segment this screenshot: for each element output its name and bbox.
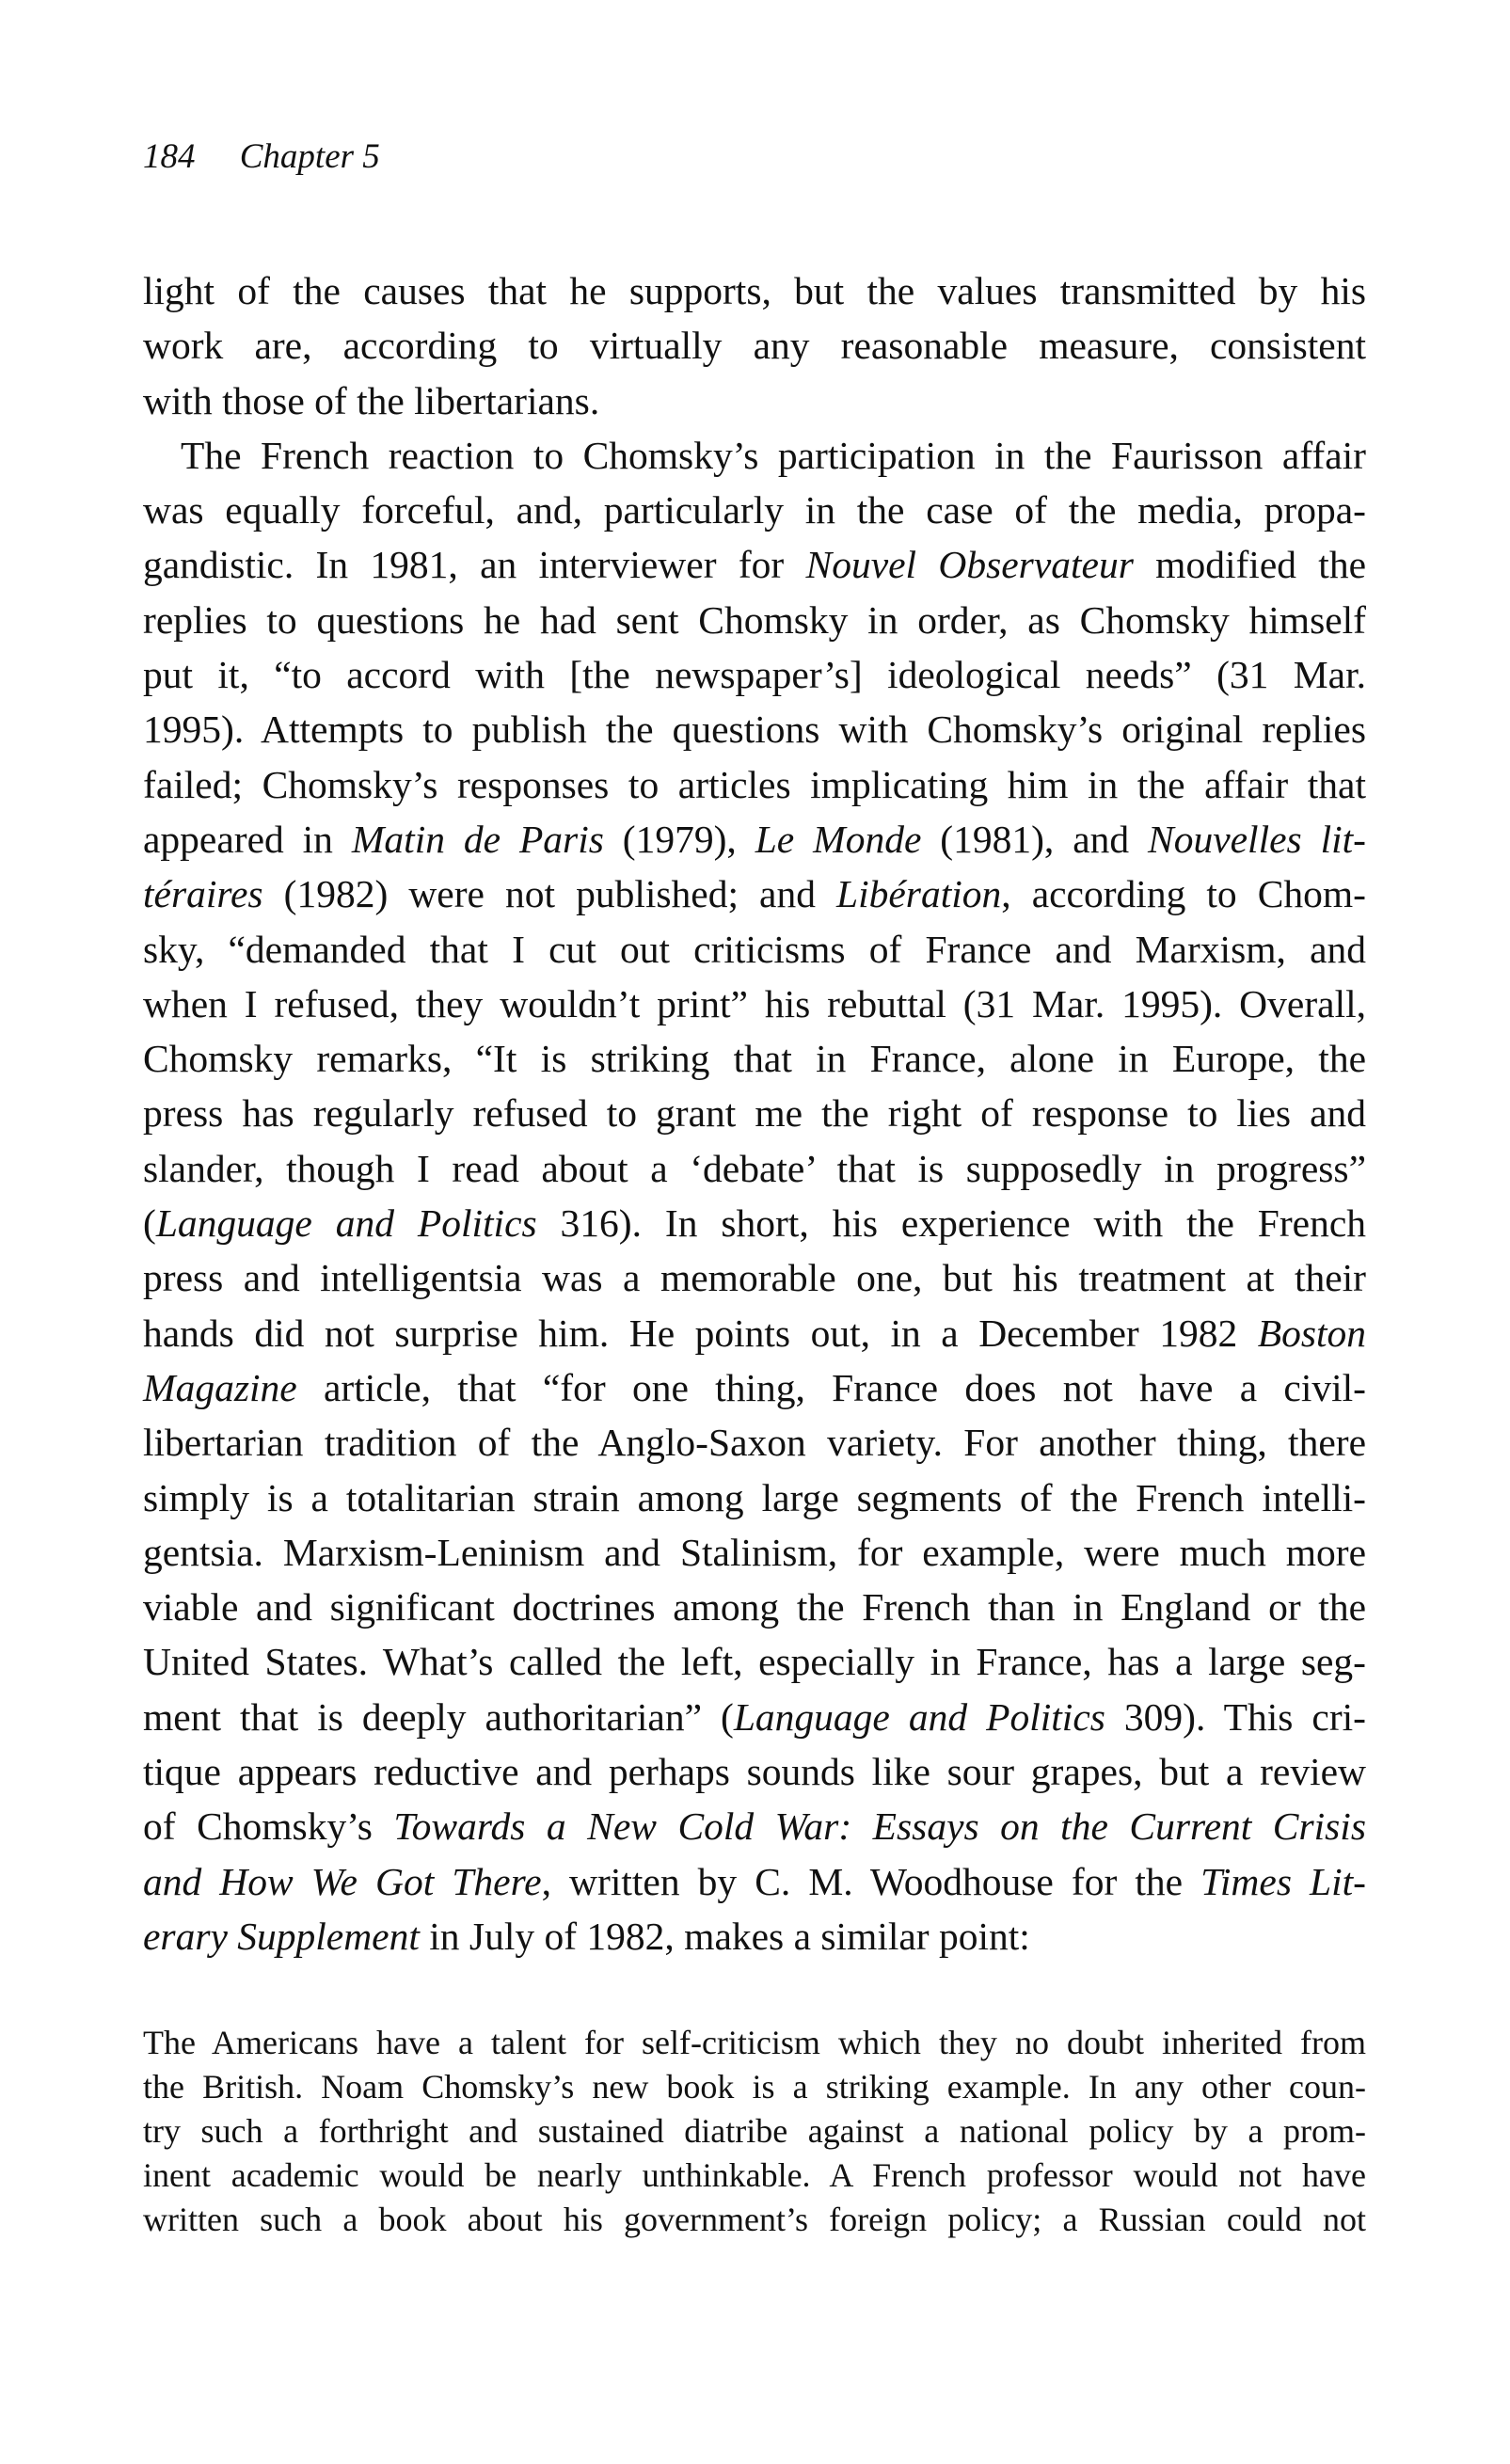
italic-title: Libération bbox=[836, 872, 1002, 916]
text-line bbox=[143, 1415, 1366, 1470]
text-line bbox=[143, 1141, 1366, 1196]
block-quote bbox=[143, 2021, 1366, 2242]
text-line bbox=[143, 977, 1366, 1031]
text-run: hands did not surprise him. He points out, in a December 1982 bbox=[143, 1311, 1258, 1355]
text-line bbox=[143, 1634, 1366, 1689]
text-line bbox=[143, 374, 1366, 428]
page-number: 184 bbox=[143, 137, 196, 176]
italic-title: Language and Politics bbox=[155, 1201, 537, 1246]
text-run: of Chomsky’s bbox=[143, 1804, 394, 1849]
text-line bbox=[143, 812, 1366, 866]
text-run: (1979), bbox=[603, 817, 755, 861]
text-run: when I refused, they wouldn’t print” his rebuttal (31 Mar. 1995). Overall, bbox=[143, 981, 1366, 1025]
text-run: (1982) were not published; and bbox=[262, 872, 837, 916]
text-line bbox=[143, 537, 1366, 592]
italic-title: Magazine bbox=[143, 1365, 297, 1409]
text-line bbox=[143, 428, 1366, 483]
quote-line bbox=[143, 2109, 1366, 2154]
quote-line bbox=[143, 2154, 1366, 2198]
italic-title: and How We Got There bbox=[143, 1859, 542, 1903]
text-line bbox=[143, 922, 1366, 977]
text-run: slander, though I read about a ‘debate’ that is supposedly in progress” bbox=[143, 1146, 1366, 1190]
text-line bbox=[143, 1250, 1366, 1305]
text-run: failed; Chomsky’s responses to articles implicating him in the affair that bbox=[143, 762, 1366, 806]
text-run: 316). In short, his experience with the French bbox=[536, 1201, 1366, 1246]
text-run: with those of the libertarians. bbox=[143, 378, 600, 422]
text-line bbox=[143, 757, 1366, 812]
text-line bbox=[143, 1360, 1366, 1415]
italic-title: Nouvelles lit- bbox=[1148, 817, 1366, 861]
text-run: gentsia. Marxism-Leninism and Stalinism, for example, were much more bbox=[143, 1530, 1366, 1574]
text-run: libertarian tradition of the Anglo-Saxon variety. For another thing, there bbox=[143, 1421, 1366, 1465]
text-line bbox=[143, 1744, 1366, 1799]
text-run: Chomsky remarks, “It is striking that in France, alone in Europe, the bbox=[143, 1037, 1366, 1081]
text-line bbox=[143, 1031, 1366, 1086]
text-run: put it, “to accord with [the newspaper’s] ideological needs” (31 Mar. bbox=[143, 653, 1366, 697]
text-run: replies to questions he had sent Chomsky in order, as Chomsky himself bbox=[143, 597, 1366, 642]
text-run: light of the causes that he supports, but the values transmitted by his bbox=[143, 269, 1366, 312]
italic-title: erary Supplement bbox=[143, 1914, 420, 1958]
quote-line bbox=[143, 2021, 1366, 2065]
text-run: work are, according to virtually any reasonable measure, consistent bbox=[143, 324, 1366, 368]
chapter-title: Chapter 5 bbox=[239, 137, 380, 176]
text-run: modified the bbox=[1133, 543, 1367, 587]
text-run: The Americans have a talent for self-criticism which they no doubt inherited from bbox=[143, 2024, 1366, 2061]
text-line bbox=[143, 1580, 1366, 1634]
text-line bbox=[143, 593, 1366, 647]
text-run: sky, “demanded that I cut out criticisms of France and Marxism, and bbox=[143, 927, 1366, 971]
text-run: 1995). Attempts to publish the questions with Chomsky’s original replies bbox=[143, 707, 1366, 752]
text-line bbox=[143, 1086, 1366, 1140]
text-line bbox=[143, 866, 1366, 921]
italic-title: Nouvel Observateur bbox=[805, 543, 1134, 587]
text-run: press has regularly refused to grant me the right of response to lies and bbox=[143, 1091, 1366, 1136]
text-run: The French reaction to Chomsky’s participation in the Faurisson affair bbox=[181, 433, 1366, 477]
text-line bbox=[143, 1525, 1366, 1580]
text-line bbox=[143, 1196, 1366, 1250]
quote-line bbox=[143, 2065, 1366, 2109]
text-line bbox=[143, 483, 1366, 537]
italic-title: Boston bbox=[1257, 1311, 1366, 1355]
text-run: viable and significant doctrines among the French than in England or the bbox=[143, 1585, 1366, 1629]
text-run: try such a forthright and sustained diatribe against a national policy by a prom- bbox=[143, 2112, 1366, 2150]
text-line bbox=[143, 1909, 1366, 1963]
text-run: inent academic would be nearly unthinkable. A French professor would not have bbox=[143, 2156, 1366, 2194]
text-run: United States. What’s called the left, especially in France, has a large seg- bbox=[143, 1640, 1366, 1684]
text-run: article, that “for one thing, France does not have a civil- bbox=[296, 1365, 1366, 1409]
text-run: press and intelligentsia was a memorable one, but his treatment at their bbox=[143, 1256, 1366, 1300]
italic-title: Times Lit- bbox=[1200, 1859, 1366, 1903]
text-run: (1981), and bbox=[921, 817, 1149, 861]
italic-title: Language and Politics bbox=[733, 1694, 1105, 1739]
text-run: , according to Chom- bbox=[1001, 872, 1366, 916]
text-run: in July of 1982, makes a similar point: bbox=[419, 1914, 1030, 1958]
italic-title: Matin de Paris bbox=[351, 817, 604, 861]
quote-line bbox=[143, 2198, 1366, 2242]
text-line bbox=[143, 318, 1366, 373]
text-line bbox=[143, 1799, 1366, 1853]
text-run: appeared in bbox=[143, 817, 352, 861]
text-line bbox=[143, 702, 1366, 756]
text-line bbox=[143, 1470, 1366, 1525]
italic-title: Le Monde bbox=[755, 817, 922, 861]
running-head bbox=[143, 139, 380, 174]
text-line bbox=[143, 1854, 1366, 1909]
text-line bbox=[143, 647, 1366, 702]
text-run: tique appears reductive and perhaps sounds like sour grapes, but a review bbox=[143, 1750, 1366, 1794]
text-run: was equally forceful, and, particularly in the case of the media, propa- bbox=[143, 488, 1366, 533]
italic-title: Towards a New Cold War: Essays on the Current Crisis bbox=[393, 1804, 1366, 1849]
text-line bbox=[143, 263, 1366, 318]
text-run: , written by C. M. Woodhouse for the bbox=[541, 1859, 1201, 1903]
text-run: the British. Noam Chomsky’s new book is a striking example. In any other coun- bbox=[143, 2068, 1366, 2106]
text-run: simply is a totalitarian strain among large segments of the French intelli- bbox=[143, 1475, 1366, 1519]
text-run: ment that is deeply authoritarian” ( bbox=[143, 1694, 734, 1739]
text-run: gandistic. In 1981, an interviewer for bbox=[143, 543, 806, 587]
body-text bbox=[143, 263, 1366, 1963]
text-run: written such a book about his government’s foreign policy; a Russian could not bbox=[143, 2201, 1366, 2238]
text-run: 309). This cri- bbox=[1105, 1694, 1366, 1739]
italic-title: téraires bbox=[143, 872, 263, 916]
text-line bbox=[143, 1690, 1366, 1744]
text-run: ( bbox=[143, 1201, 156, 1246]
text-line bbox=[143, 1306, 1366, 1360]
